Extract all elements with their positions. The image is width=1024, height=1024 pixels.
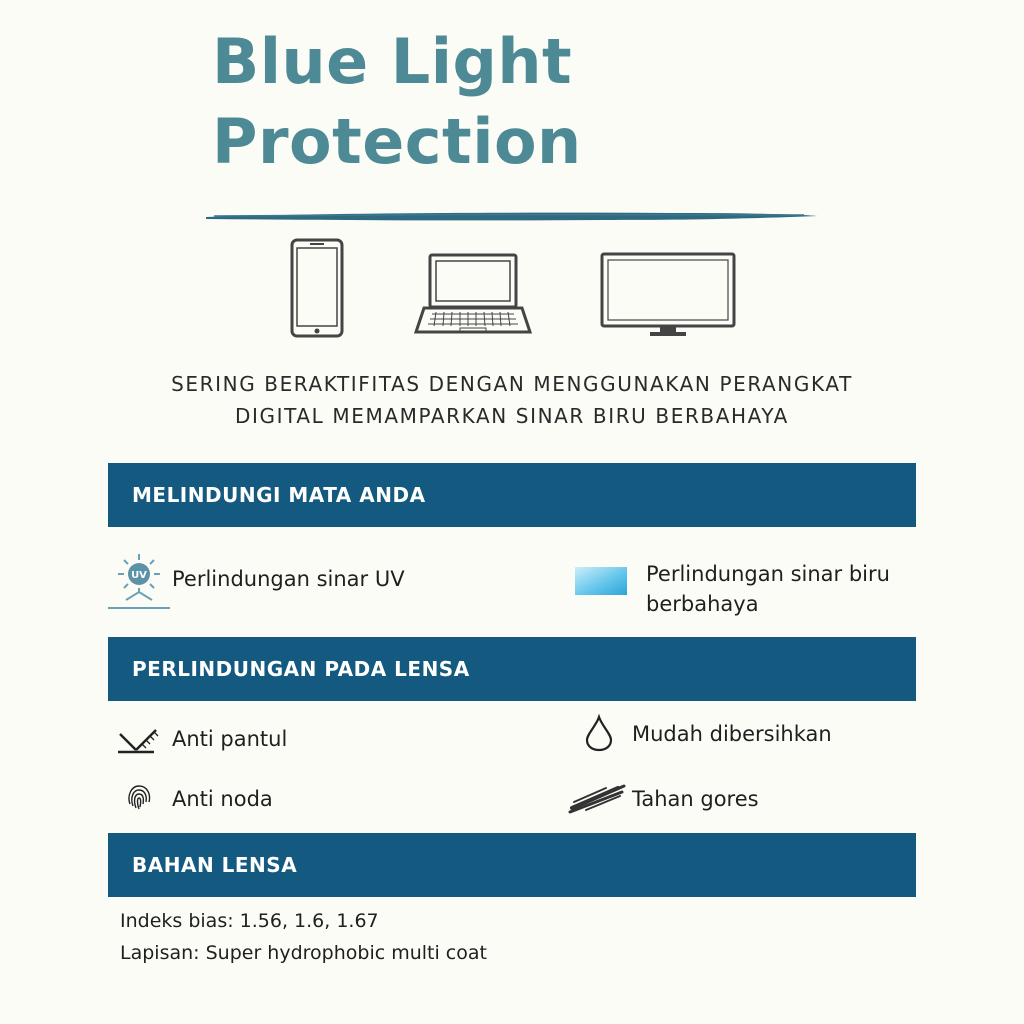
monitor-icon xyxy=(600,252,736,338)
feature-blue-light-protection xyxy=(646,559,890,619)
water-drop-icon xyxy=(584,714,614,752)
title-line-1: Blue Light xyxy=(212,25,573,98)
tagline-line-2: DIGITAL MEMAMPARKAN SINAR BIRU BERBAHAYA xyxy=(235,404,789,428)
blue-light-filter-icon xyxy=(574,566,628,596)
laptop-icon xyxy=(414,252,532,338)
feature-anti-reflection: Anti pantul xyxy=(172,727,288,751)
svg-text:UV: UV xyxy=(131,570,147,581)
phone-icon xyxy=(290,238,344,338)
section-band-lens-material xyxy=(108,833,916,897)
feature-uv-protection: Perlindungan sinar UV xyxy=(172,567,405,591)
brush-stroke-divider xyxy=(204,208,820,224)
section-band-lens-protection xyxy=(108,637,916,701)
section-heading: BAHAN LENSA xyxy=(132,853,298,877)
section-heading: MELINDUNGI MATA ANDA xyxy=(132,483,426,507)
title-line-2: Protection xyxy=(212,105,582,178)
feature-blue-line-2: berbahaya xyxy=(646,592,759,616)
tagline-line-1: SERING BERAKTIFITAS DENGAN MENGGUNAKAN PERANGKAT xyxy=(171,372,853,396)
anti-reflection-icon xyxy=(116,726,162,756)
feature-anti-smudge: Anti noda xyxy=(172,787,273,811)
feature-easy-clean: Mudah dibersihkan xyxy=(632,722,832,746)
uv-sun-icon xyxy=(106,550,172,612)
scratch-icon xyxy=(568,782,626,814)
feature-blue-line-1: Perlindungan sinar biru xyxy=(646,562,890,586)
tagline xyxy=(120,368,904,432)
feature-scratch-resistant: Tahan gores xyxy=(632,787,759,811)
spec-coating: Lapisan: Super hydrophobic multi coat xyxy=(120,942,487,964)
fingerprint-icon xyxy=(124,782,154,812)
spec-refractive-index: Indeks bias: 1.56, 1.6, 1.67 xyxy=(120,910,379,932)
section-heading: PERLINDUNGAN PADA LENSA xyxy=(132,657,470,681)
page-title xyxy=(212,22,582,182)
section-band-protect-eyes xyxy=(108,463,916,527)
